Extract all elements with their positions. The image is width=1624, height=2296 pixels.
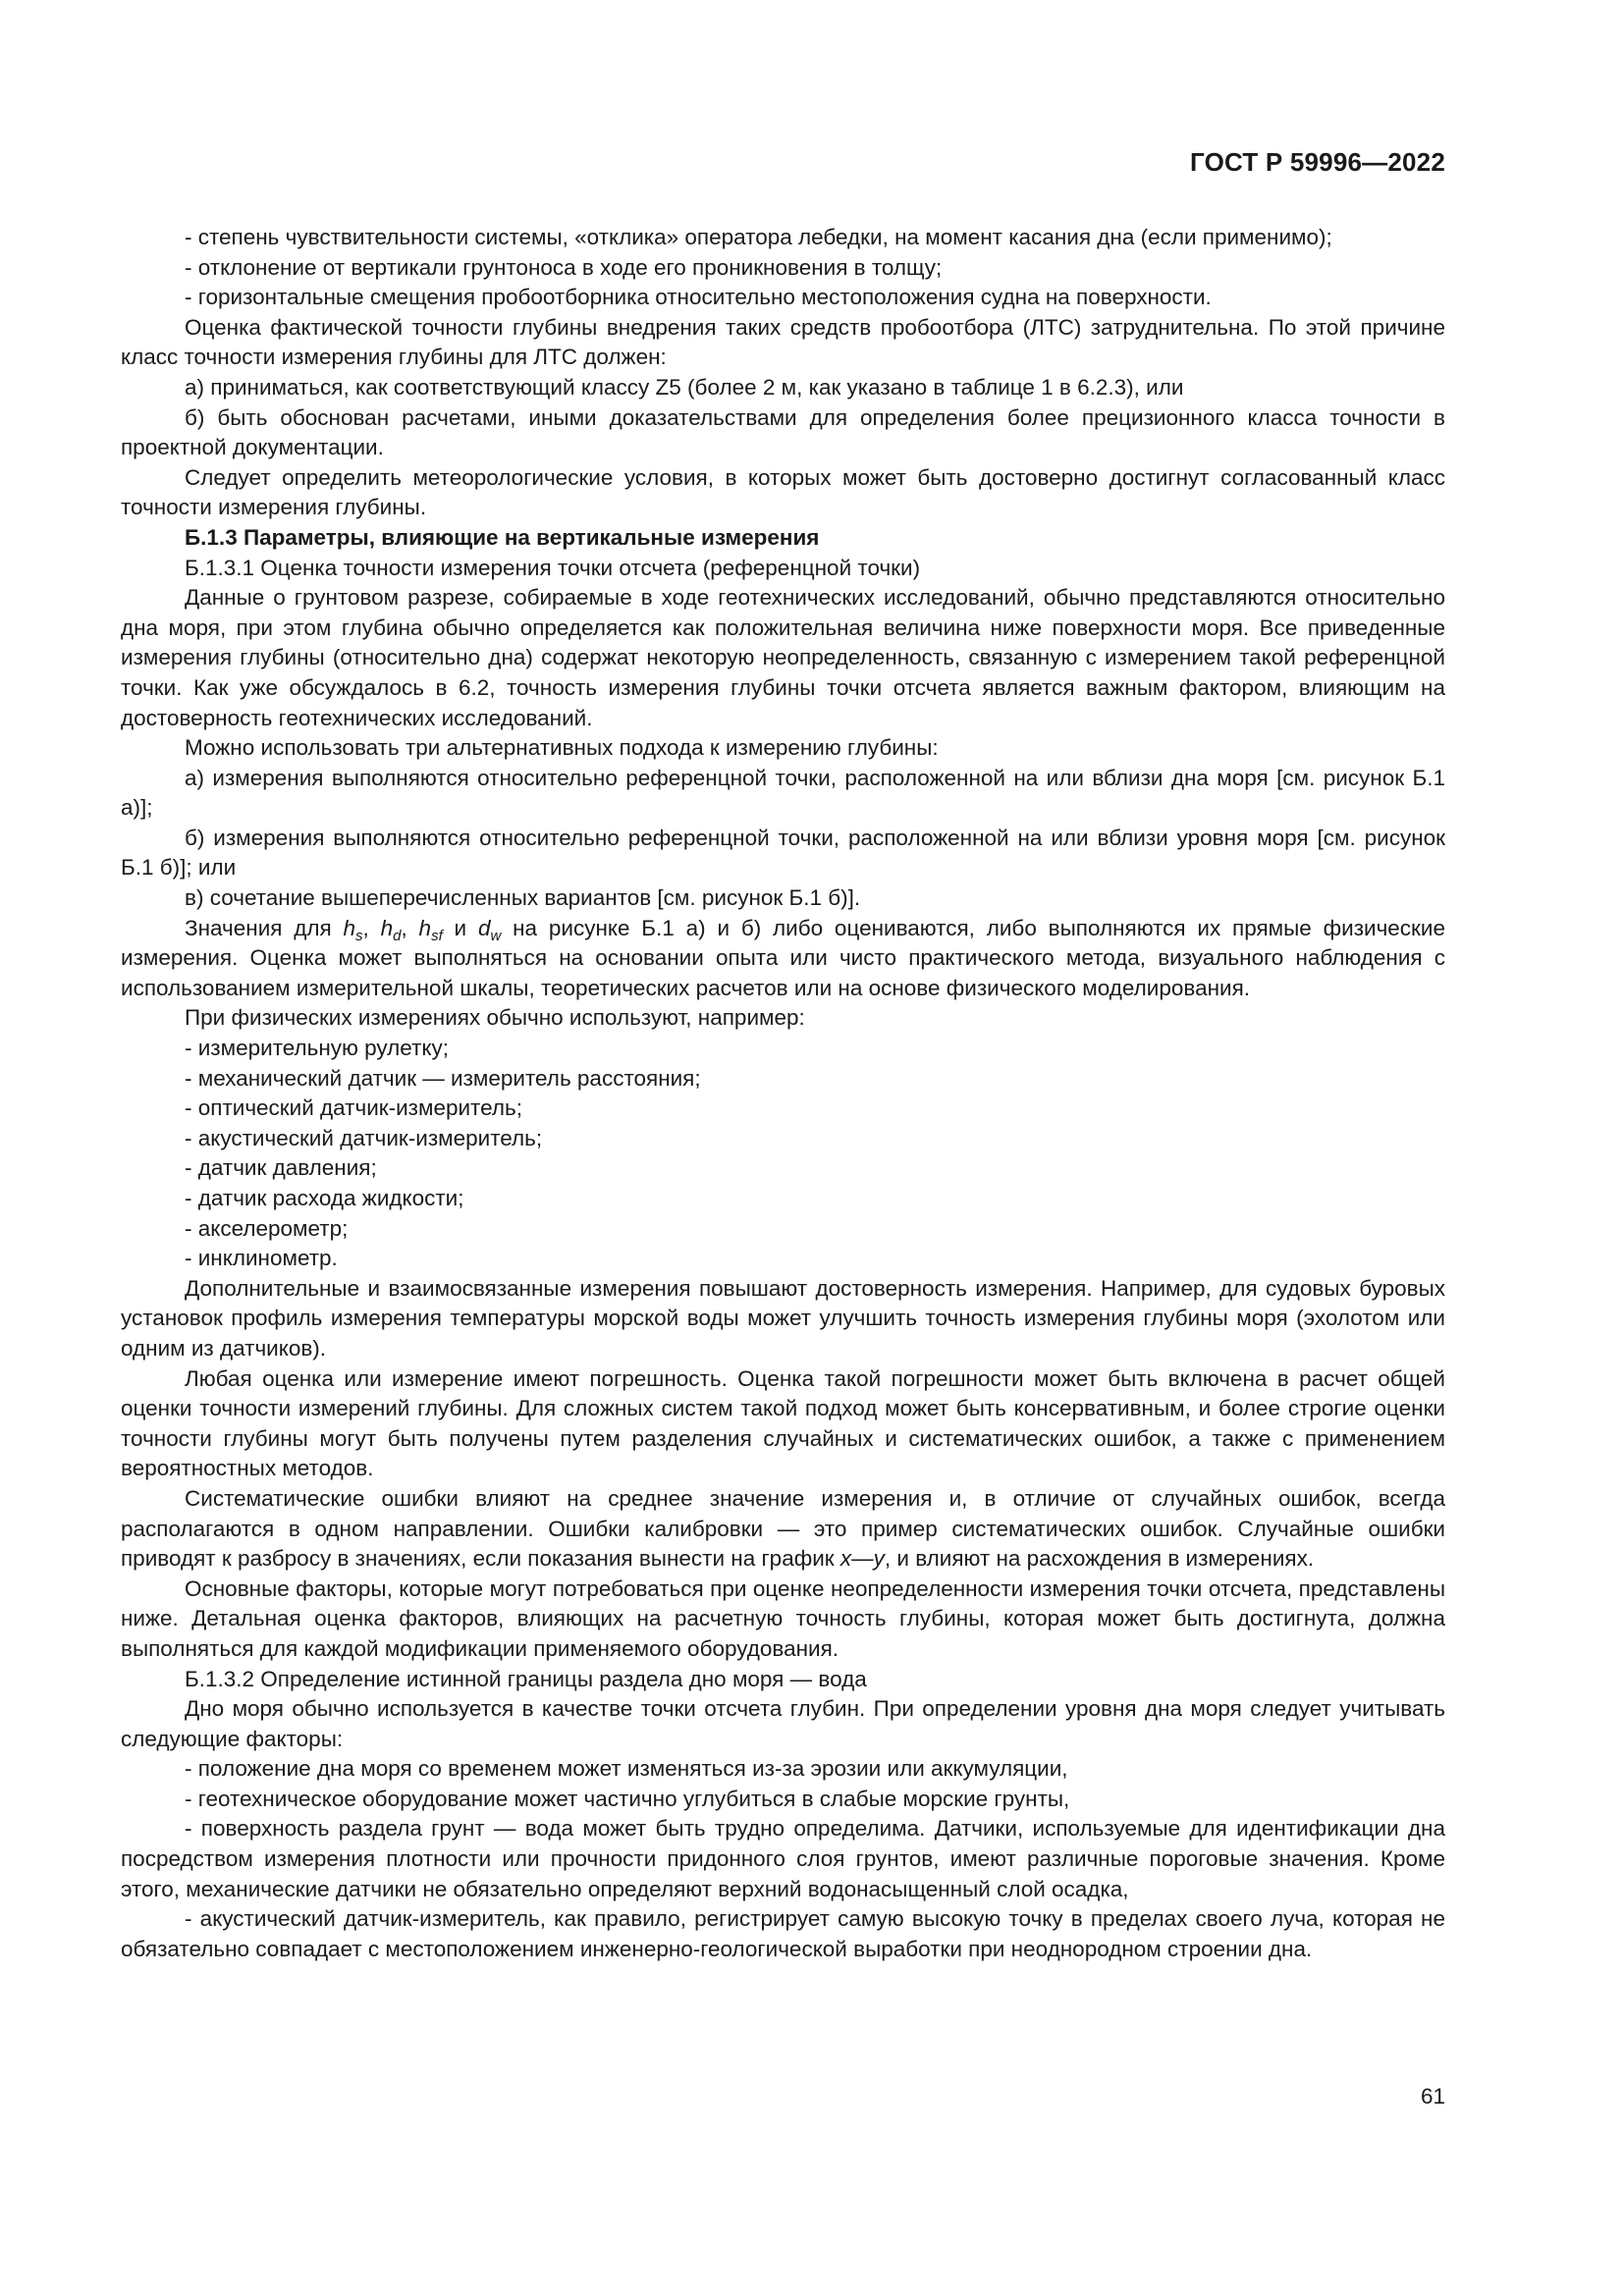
- paragraph-symbols: Значения для $h_s$, $h_d$, $h_{sf}$ и $d_w$ на рисунке Б.1 а) и б) либо оцениваются, либо выполняются их прямые физические измерения. Оценка может выполняться на основании опыта или чисто практического метода, визуального наблюдения с использованием измерительной шкалы, теоретических расчетов или на основе физического моделирования.: [121, 915, 1445, 1000]
- paragraph: Любая оценка или измерение имеют погрешность. Оценка такой погрешности может быть включена в расчет общей оценки точности измерений глубины. Для сложных систем такой подход может быть консервативным, и более строгие оценки точности глубины могут быть получены путем разделения случайных и систематических ошибок, а также с применением вероятностных методов.: [121, 1365, 1445, 1481]
- paragraph: Следует определить метеорологические условия, в которых может быть достоверно достигнут согласованный класс точности измерения глубины.: [121, 464, 1445, 520]
- paragraph: б) быть обоснован расчетами, иными доказательствами для определения более прецизионного класса точности в проектной документации.: [121, 404, 1445, 460]
- list-item: - оптический датчик-измеритель;: [185, 1095, 522, 1121]
- list-item: - датчик расхода жидкости;: [185, 1186, 464, 1210]
- list-item: - акустический датчик-измеритель, как правило, регистрирует самую высокую точку в пределах своего луча, которая не обязательно совпадает с местоположением инженерно-геологической выработки при неоднородном строении дна.: [121, 1906, 1445, 1961]
- list-item: - отклонение от вертикали грунтоноса в ходе его проникновения в толщу;: [185, 254, 943, 280]
- paragraph: Можно использовать три альтернативных подхода к измерению глубины:: [185, 735, 939, 761]
- paragraph: Основные факторы, которые могут потребоваться при оценке неопределенности измерения точки отсчета, представлены ниже. Детальная оценка факторов, влияющих на расчетную точность глубины, которая может быть достигнута, должна выполняться для каждой модификации применяемого оборудования.: [121, 1575, 1445, 1661]
- list-item: - инклинометр.: [185, 1246, 338, 1271]
- subsection-heading: Б.1.3.1 Оценка точности измерения точки отсчета (референцной точки): [185, 555, 921, 580]
- page-number: 61: [1420, 2084, 1445, 2109]
- list-item: - поверхность раздела грунт — вода может быть трудно определима. Датчики, используемые для идентификации дна посредством измерения плотности или прочности придонного слоя грунтов, имеют различные пороговые значения. Кроме этого, механические датчики не обязательно определяют верхний водонасыщенный слой осадка,: [121, 1816, 1445, 1901]
- list-item: - акустический датчик-измеритель;: [185, 1125, 543, 1150]
- list-item: - степень чувствительности системы, «отклика» оператора лебедки, на момент касания дна (если применимо);: [185, 225, 1332, 249]
- list-item: - измерительную рулетку;: [185, 1036, 449, 1061]
- paragraph: Дно моря обычно используется в качестве точки отсчета глубин. При определении уровня дна моря следует учитывать следующие факторы:: [121, 1696, 1445, 1751]
- list-item: - акселерометр;: [185, 1215, 349, 1241]
- document-body: [121, 223, 1445, 1964]
- paragraph-xy: Систематические ошибки влияют на среднее значение измерения и, в отличие от случайных ошибок, всегда располагаются в одном направлении. Ошибки калибровки — это пример систематических ошибок. Случайные ошибки приводят к разбросу в значениях, если показания вынести на график x—y, и влияют на расхождения в измерениях.: [121, 1485, 1445, 1572]
- list-item: - горизонтальные смещения пробоотборника относительно местоположения судна на поверхности.: [185, 285, 1212, 310]
- paragraph: При физических измерениях обычно используют, например:: [185, 1005, 805, 1031]
- paragraph: Данные о грунтовом разрезе, собираемые в ходе геотехнических исследований, обычно представляются относительно дна моря, при этом глубина обычно определяется как положительная величина ниже поверхности моря. Все приведенные измерения глубины (относительно дна) содержат некоторую неопределенность, связанную с измерением такой референцной точки. Как уже обсуждалось в 6.2, точность измерения глубины точки отсчета является важным фактором, влияющим на достоверность геотехнических исследований.: [121, 585, 1445, 730]
- subsection-heading: Б.1.3.2 Определение истинной границы раздела дно моря — вода: [185, 1666, 867, 1691]
- list-item: а) приниматься, как соответствующий классу Z5 (более 2 м, как указано в таблице 1 в 6.2.3), или: [185, 374, 1184, 400]
- list-item: в) сочетание вышеперечисленных вариантов [см. рисунок Б.1 б)].: [185, 885, 861, 911]
- list-item: - геотехническое оборудование может частично углубиться в слабые морские грунты,: [185, 1786, 1070, 1811]
- paragraph: Дополнительные и взаимосвязанные измерения повышают достоверность измерения. Например, для судовых буровых установок профиль измерения температуры морской воды может улучшить точность измерения глубины моря (эхолотом или одним из датчиков).: [121, 1275, 1445, 1361]
- section-heading: Б.1.3 Параметры, влияющие на вертикальные измерения: [185, 524, 820, 550]
- list-item: - механический датчик — измеритель расстояния;: [185, 1065, 701, 1091]
- list-item: - датчик давления;: [185, 1155, 377, 1181]
- list-item: - положение дна моря со временем может изменяться из-за эрозии или аккумуляции,: [185, 1756, 1068, 1782]
- list-item: б) измерения выполняются относительно референцной точки, расположенной на или вблизи уровня моря [см. рисунок Б.1 б)]; или: [121, 825, 1445, 881]
- paragraph: Оценка фактической точности глубины внедрения таких средств пробоотбора (ЛТС) затруднительна. По этой причине класс точности измерения глубины для ЛТС должен:: [121, 314, 1445, 370]
- list-item: а) измерения выполняются относительно референцной точки, расположенной на или вблизи дна моря [см. рисунок Б.1 а)];: [121, 765, 1445, 821]
- document-code: ГОСТ Р 59996—2022: [1190, 147, 1445, 177]
